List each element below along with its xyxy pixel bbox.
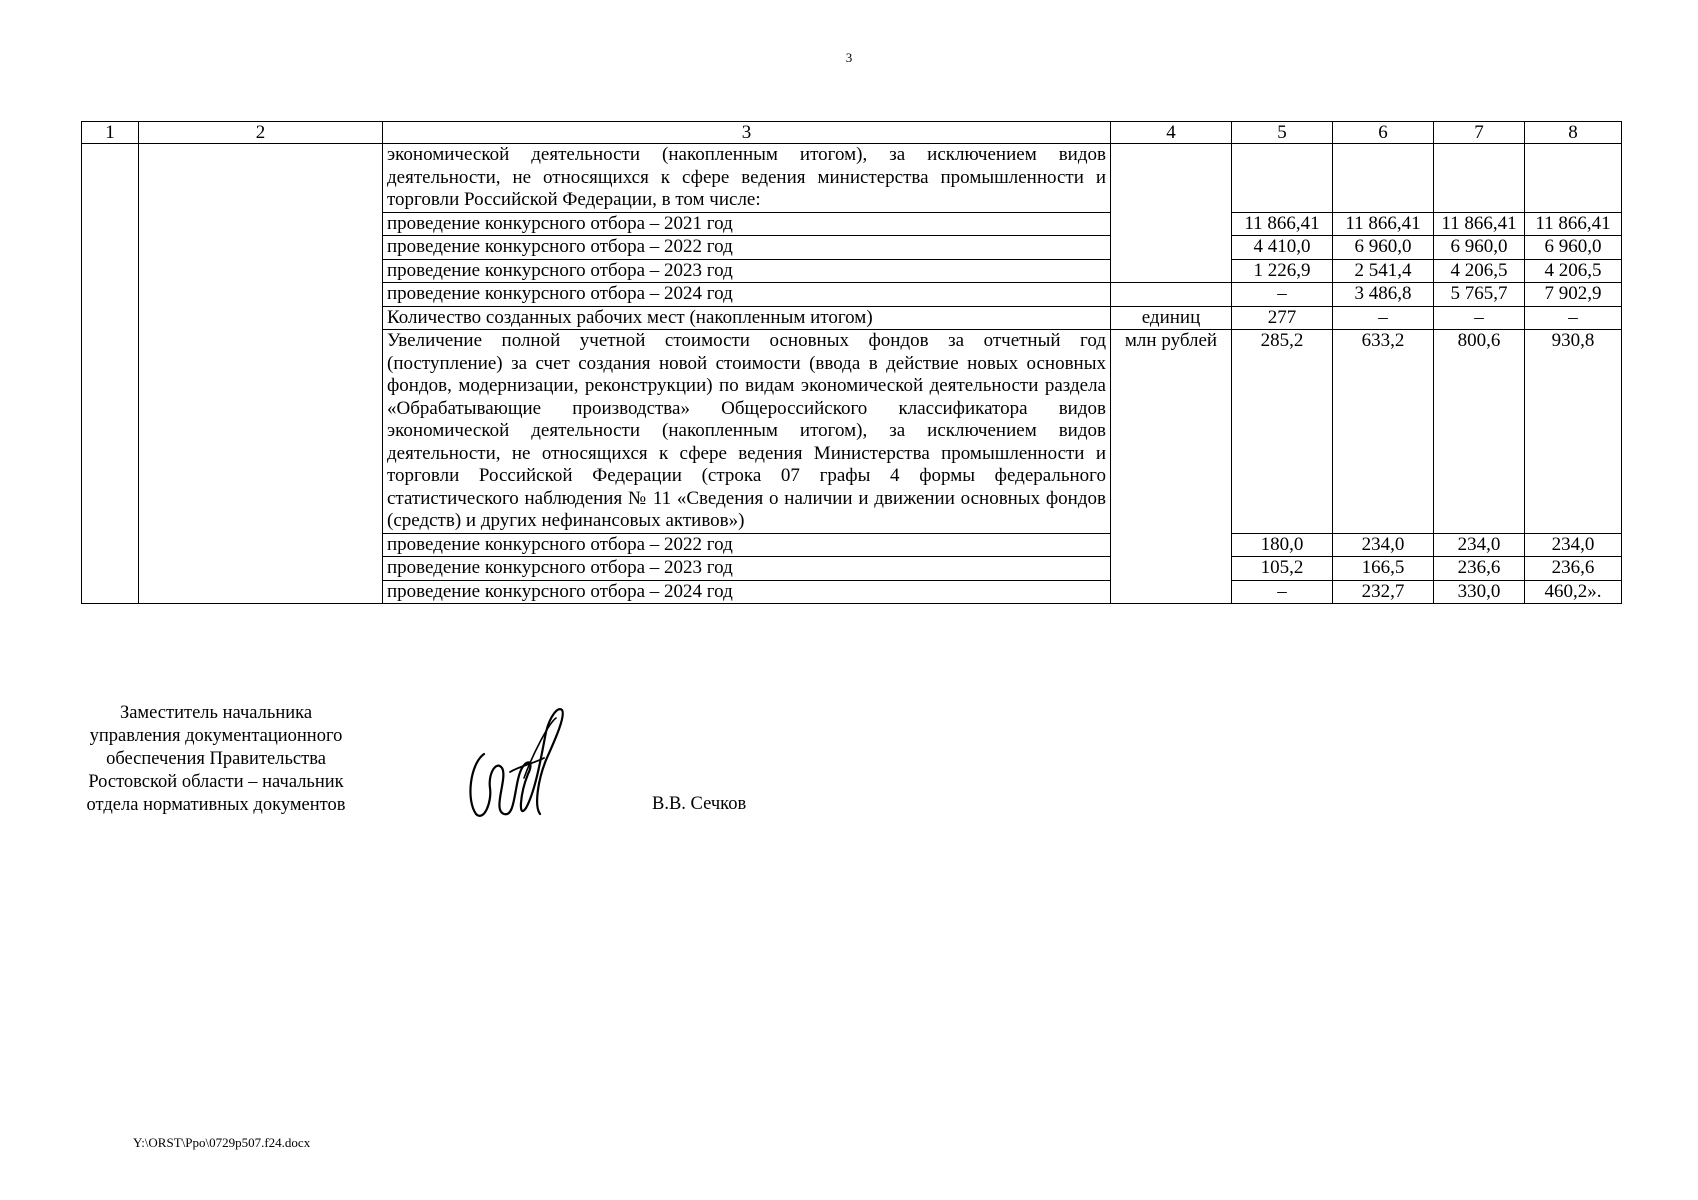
signatory-position xyxy=(66,702,366,817)
value-cell: 1 226,9 xyxy=(1232,259,1333,283)
column-number: 8 xyxy=(1525,122,1622,144)
position-line: управления документационного xyxy=(89,726,343,746)
value-cell: 11 866,41 xyxy=(1333,212,1434,236)
position-line: Заместитель начальника xyxy=(119,703,313,723)
row-label: Количество созданных рабочих мест (накопленным итогом) xyxy=(383,306,1111,330)
value-cell: 4 206,5 xyxy=(1434,259,1525,283)
value-cell: 6 960,0 xyxy=(1434,236,1525,260)
value-cell: 7 902,9 xyxy=(1525,283,1622,307)
unit-cell xyxy=(1111,283,1232,307)
value-cell: 234,0 xyxy=(1525,533,1622,557)
column-number: 1 xyxy=(82,122,139,144)
value-cell: 277 xyxy=(1232,306,1333,330)
table-row xyxy=(82,144,1622,213)
empty-cell-col2 xyxy=(139,144,383,604)
column-number: 3 xyxy=(383,122,1111,144)
value-cell: – xyxy=(1232,283,1333,307)
row-label: проведение конкурсного отбора – 2024 год xyxy=(383,580,1111,604)
value-cell: 3 486,8 xyxy=(1333,283,1434,307)
value-cell: 460,2». xyxy=(1525,580,1622,604)
signer-name: В.В. Сечков xyxy=(652,794,747,814)
value-cell: 166,5 xyxy=(1333,557,1434,581)
value-cell xyxy=(1232,144,1333,213)
handwritten-signature xyxy=(462,702,572,822)
column-number: 4 xyxy=(1111,122,1232,144)
value-cell: 800,6 xyxy=(1434,330,1525,534)
row-label: проведение конкурсного отбора – 2022 год xyxy=(383,236,1111,260)
value-cell: 232,7 xyxy=(1333,580,1434,604)
row-label: проведение конкурсного отбора – 2023 год xyxy=(383,259,1111,283)
value-cell: – xyxy=(1525,306,1622,330)
value-cell xyxy=(1333,144,1434,213)
value-cell xyxy=(1434,144,1525,213)
value-cell: 11 866,41 xyxy=(1525,212,1622,236)
value-cell: 6 960,0 xyxy=(1333,236,1434,260)
unit-cell xyxy=(1111,144,1232,283)
value-cell: 285,2 xyxy=(1232,330,1333,534)
value-cell: 234,0 xyxy=(1333,533,1434,557)
value-cell: – xyxy=(1333,306,1434,330)
position-line: отдела нормативных документов xyxy=(86,795,346,815)
value-cell: 236,6 xyxy=(1434,557,1525,581)
column-number: 5 xyxy=(1232,122,1333,144)
value-cell: – xyxy=(1232,580,1333,604)
value-cell: 105,2 xyxy=(1232,557,1333,581)
position-line: Ростовской области – начальник xyxy=(88,772,344,792)
value-cell: 930,8 xyxy=(1525,330,1622,534)
row-label: проведение конкурсного отбора – 2021 год xyxy=(383,212,1111,236)
value-cell: 234,0 xyxy=(1434,533,1525,557)
value-cell: 180,0 xyxy=(1232,533,1333,557)
value-cell: 5 765,7 xyxy=(1434,283,1525,307)
file-path: Y:\ORST\Ppo\0729p507.f24.docx xyxy=(133,1135,311,1150)
value-cell: 4 410,0 xyxy=(1232,236,1333,260)
value-cell: 4 206,5 xyxy=(1525,259,1622,283)
column-number-row xyxy=(82,122,1622,144)
value-cell: 330,0 xyxy=(1434,580,1525,604)
indicator-intro-text: экономической деятельности (накопленным итогом), за исключением видов деятельности, не относящихся к сфере ведения министерства промышленности и торговли Российской Федерации, в том числе: xyxy=(383,144,1111,213)
value-cell: 236,6 xyxy=(1525,557,1622,581)
indicator-text: Увеличение полной учетной стоимости основных фондов за отчетный год (поступление) за счет создания новой стоимости (ввода в действие новых основных фондов, модернизации, реконструкции) по видам экономической деятельности раздела «Обрабатывающие производства» Общероссийского классификатора видов экономической деятельности (накопленным итогом), за исключением видов деятельности, не относящихся к сфере ведения Министерства промышленности и торговли Российской Федерации (строка 07 графы 4 формы федерального статистического наблюдения № 11 «Сведения о наличии и движении основных фондов (средств) и других нефинансовых активов») xyxy=(383,330,1111,534)
value-cell: 6 960,0 xyxy=(1525,236,1622,260)
value-cell: – xyxy=(1434,306,1525,330)
value-cell: 2 541,4 xyxy=(1333,259,1434,283)
column-number: 2 xyxy=(139,122,383,144)
value-cell: 11 866,41 xyxy=(1232,212,1333,236)
column-number: 6 xyxy=(1333,122,1434,144)
unit-cell: единиц xyxy=(1111,306,1232,330)
value-cell: 11 866,41 xyxy=(1434,212,1525,236)
row-label: проведение конкурсного отбора – 2022 год xyxy=(383,533,1111,557)
column-number: 7 xyxy=(1434,122,1525,144)
indicators-table xyxy=(81,121,1622,604)
page-number: 3 xyxy=(845,50,853,65)
row-label: проведение конкурсного отбора – 2023 год xyxy=(383,557,1111,581)
position-line: обеспечения Правительства xyxy=(106,749,326,769)
unit-cell: млн рублей xyxy=(1111,330,1232,604)
row-label: проведение конкурсного отбора – 2024 год xyxy=(383,283,1111,307)
value-cell xyxy=(1525,144,1622,213)
empty-cell-col1 xyxy=(82,144,139,604)
value-cell: 633,2 xyxy=(1333,330,1434,534)
